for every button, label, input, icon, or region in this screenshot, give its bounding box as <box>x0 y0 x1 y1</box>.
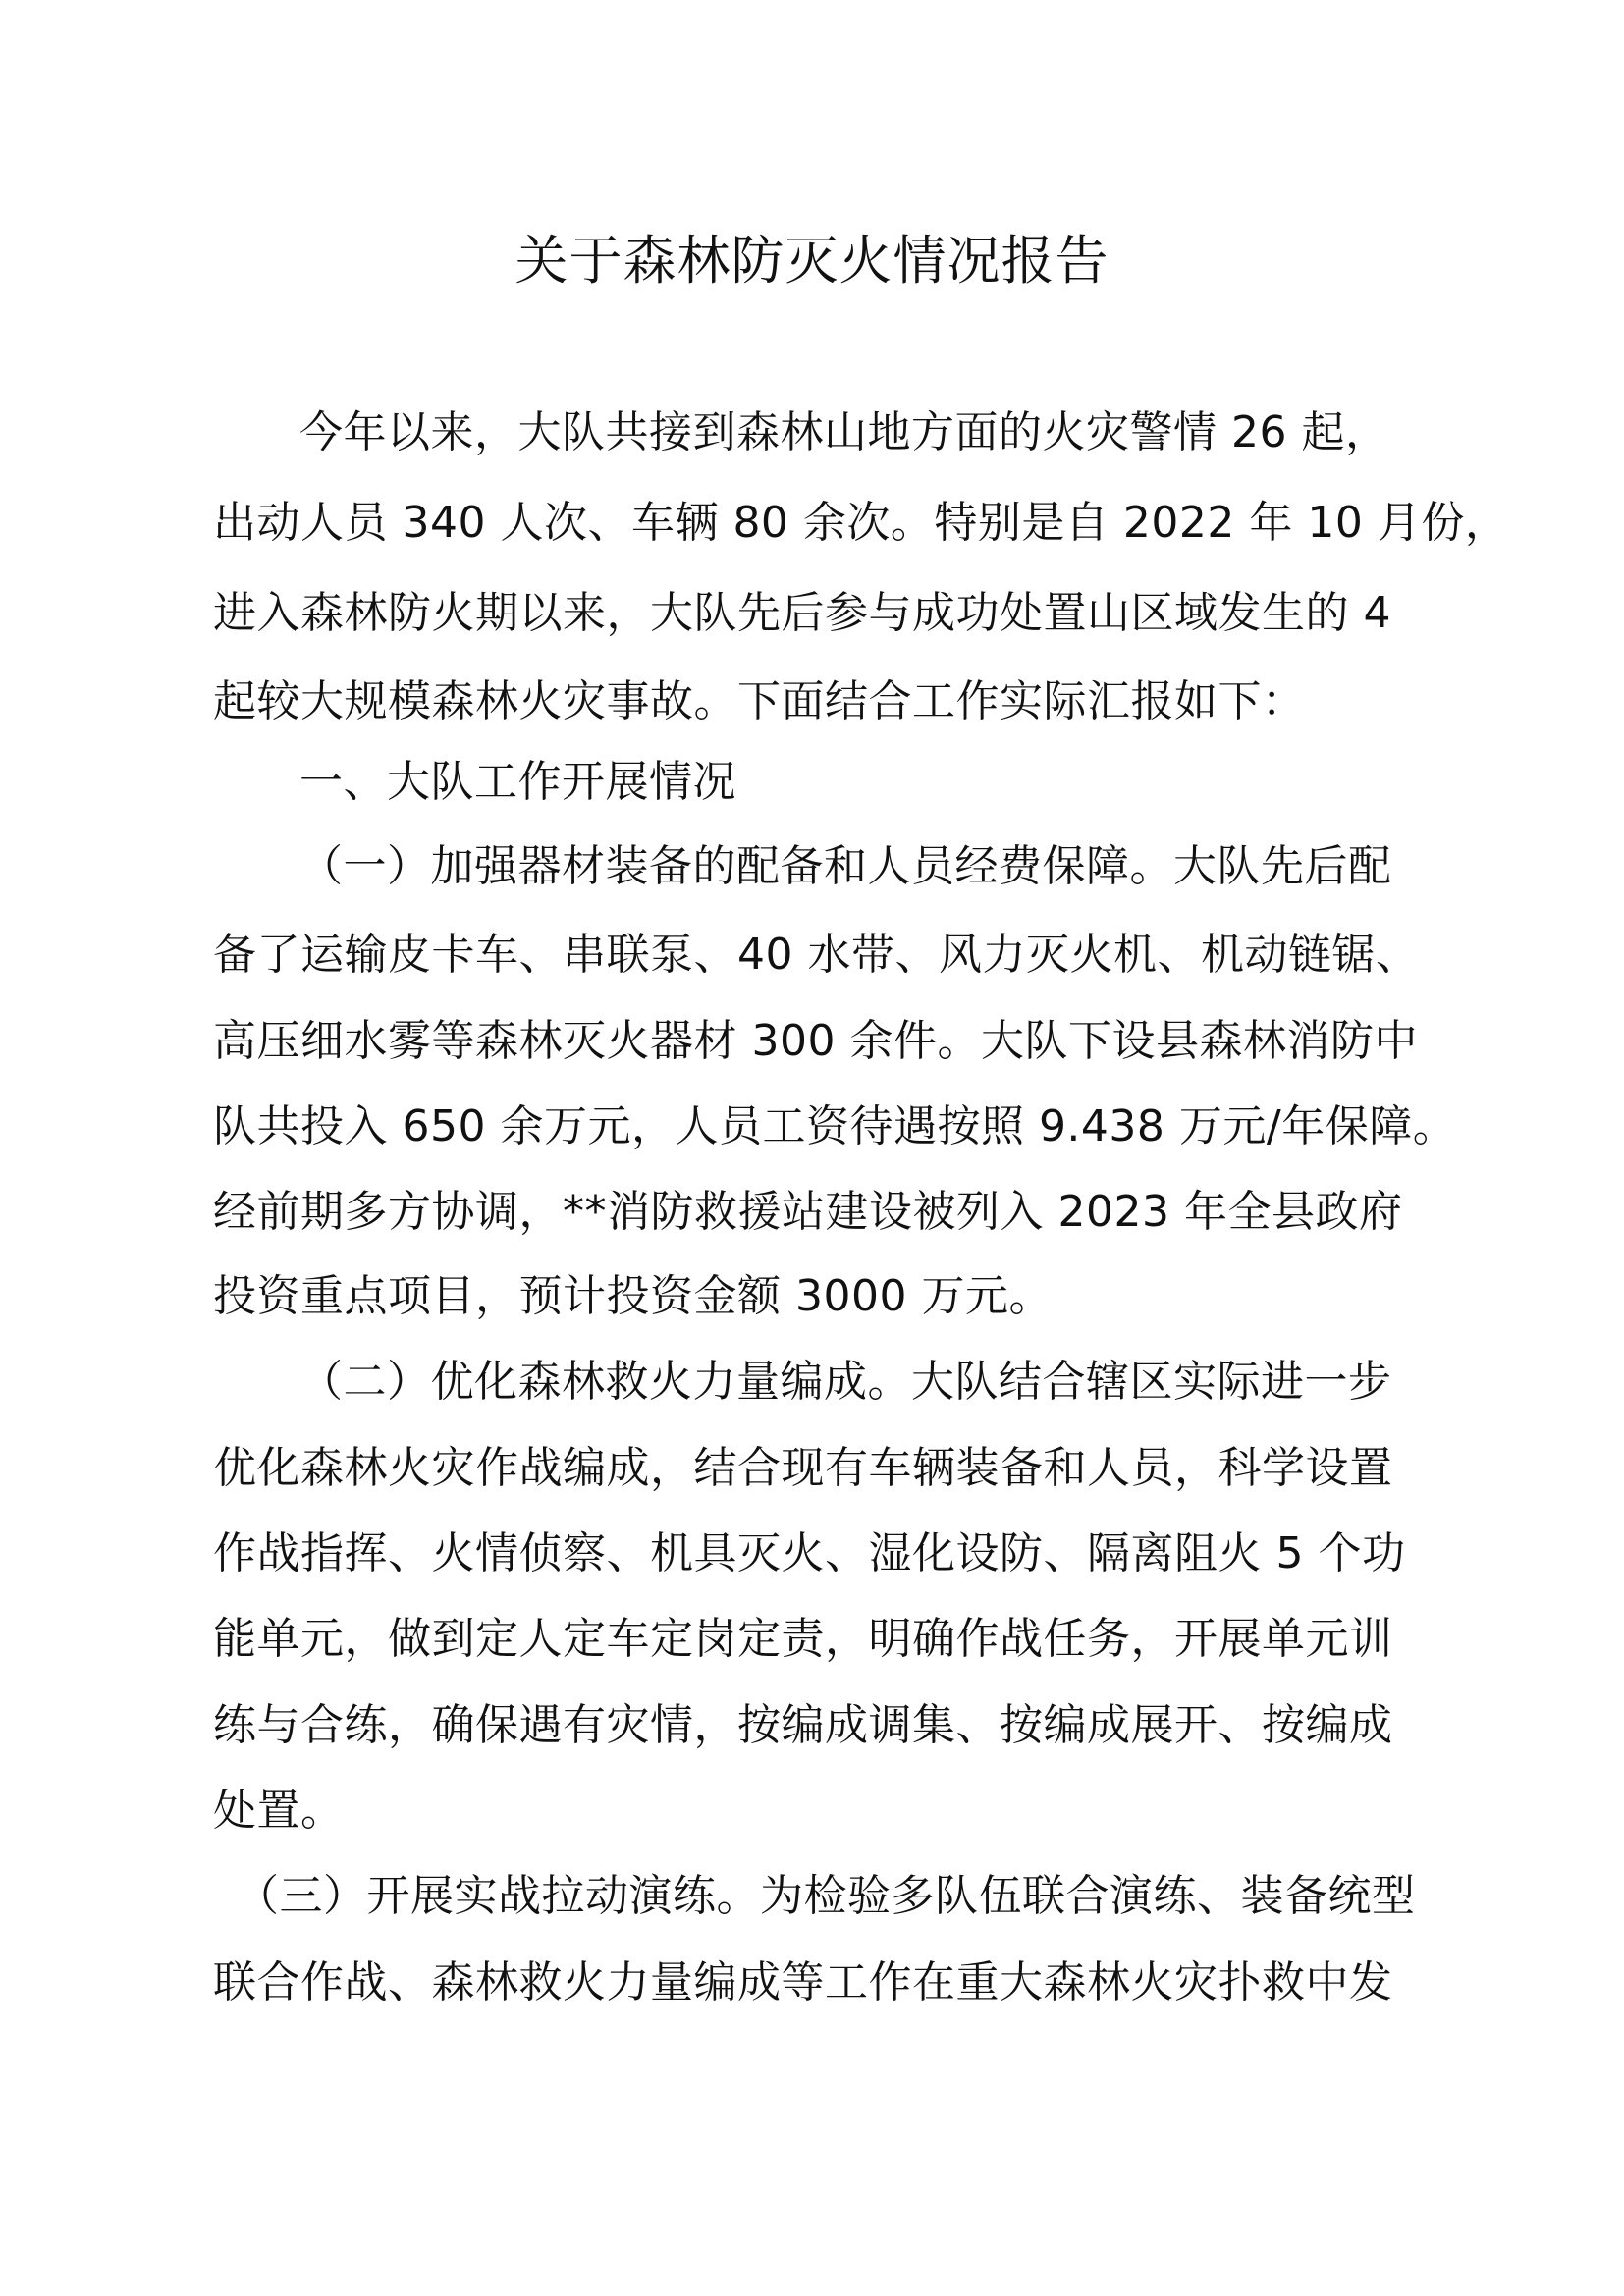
paragraph-line: 优化森林火灾作战编成，结合现有车辆装备和人员，科学设置 <box>213 1443 1393 1493</box>
paragraph-line: 练与合练，确保遇有灾情，按编成调集、按编成展开、按编成 <box>213 1700 1393 1750</box>
paragraph-line: 联合作战、森林救火力量编成等工作在重大森林火灾扑救中发 <box>213 1957 1393 2007</box>
paragraph-line: 能单元，做到定人定车定岗定责，明确作战任务，开展单元训 <box>213 1614 1393 1664</box>
paragraph-line: 经前期多方协调，**消防救援站建设被列入 2023 年全县政府 <box>213 1187 1403 1237</box>
section-heading: 一、大队工作开展情况 <box>299 757 736 807</box>
paragraph-line: 备了运输皮卡车、串联泵、40 水带、风力灭火机、机动链锯、 <box>213 930 1420 980</box>
paragraph-line: 队共投入 650 余万元，人员工资待遇按照 9.438 万元/年保障。 <box>213 1101 1457 1151</box>
document-title: 关于森林防灭火情况报告 <box>514 230 1110 292</box>
paragraph-line: 高压细水雾等森林灭火器材 300 余件。大队下设县森林消防中 <box>213 1016 1418 1066</box>
paragraph-line: 起较大规模森林火灾事故。下面结合工作实际汇报如下： <box>213 676 1306 726</box>
paragraph-line: （二）优化森林救火力量编成。大队结合辖区实际进一步 <box>299 1357 1392 1407</box>
paragraph-line: 作战指挥、火情侦察、机具灭火、湿化设防、隔离阻火 5 个功 <box>213 1528 1406 1578</box>
paragraph-line: 投资重点项目，预计投资金额 3000 万元。 <box>213 1271 1053 1321</box>
paragraph-line: （一）加强器材装备的配备和人员经费保障。大队先后配 <box>299 841 1392 891</box>
paragraph-line: 处置。 <box>213 1786 345 1836</box>
paragraph-line: 今年以来，大队共接到森林山地方面的火灾警情 26 起， <box>299 407 1389 457</box>
paragraph-line: 出动人员 340 人次、车辆 80 余次。特别是自 2022 年 10 月份， <box>213 498 1509 548</box>
paragraph-line: （三）开展实战拉动演练。为检验多队伍联合演练、装备统型 <box>236 1871 1416 1921</box>
paragraph-line: 进入森林防火期以来，大队先后参与成功处置山区域发生的 4 <box>213 588 1391 638</box>
